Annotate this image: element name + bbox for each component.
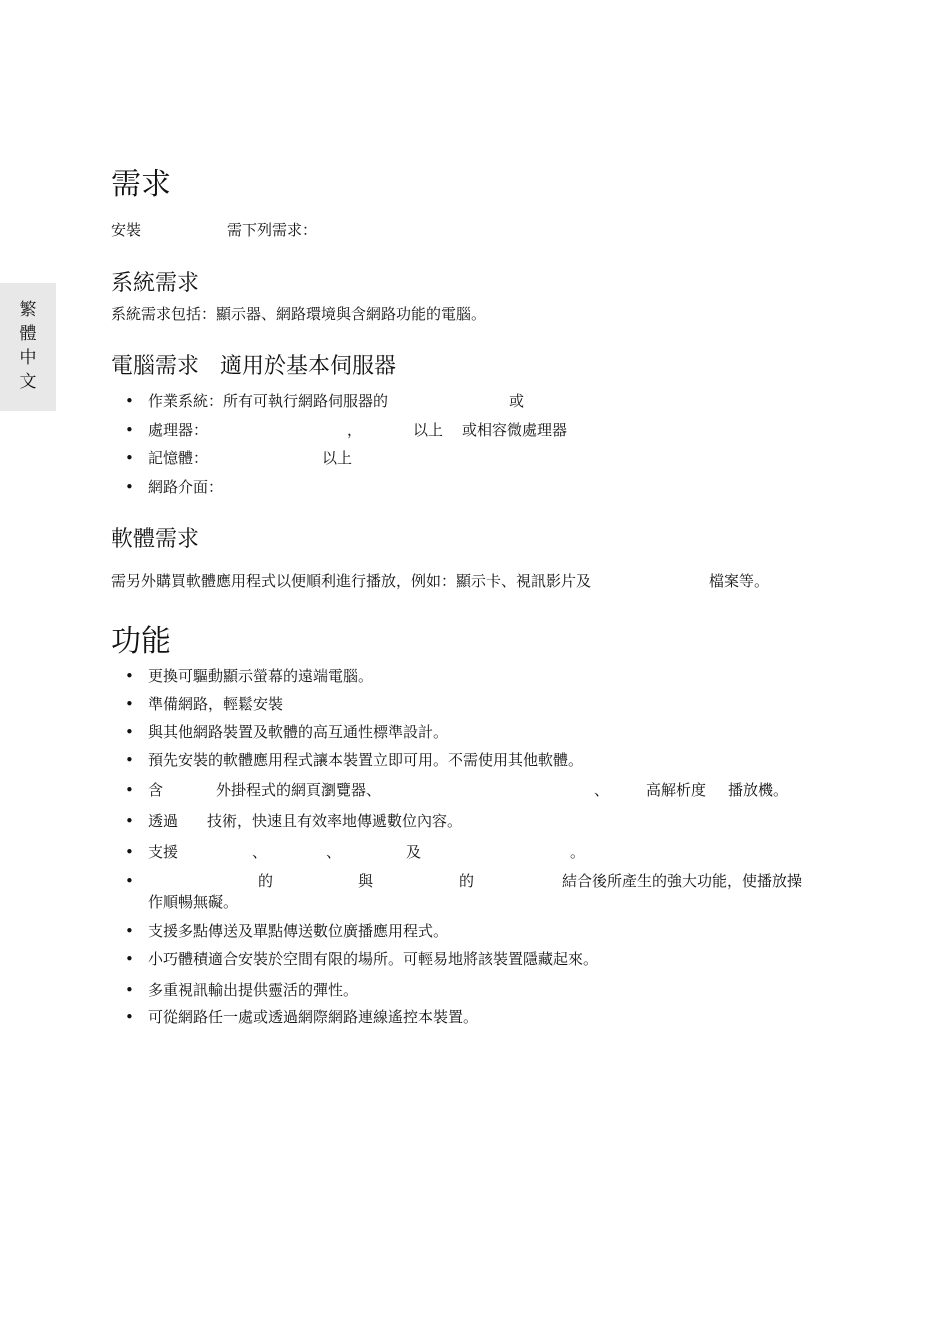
list-item (148, 420, 708, 441)
features-heading: 功能 (111, 624, 171, 659)
computer-requirements-heading (111, 353, 396, 381)
feature-text: 作順暢無礙。 (148, 893, 239, 911)
feature-text: 播放機。 (728, 781, 789, 799)
network-text: 網路介面： (148, 478, 224, 496)
list-item (148, 842, 748, 863)
list-item (148, 448, 708, 469)
os-text: 作業系統：所有可執行網路伺服器的 (148, 392, 389, 410)
feature-text: 、 (594, 781, 610, 799)
language-tab-char: 繁 (19, 300, 37, 320)
system-requirements-text: 系統需求包括：顯示器、網路環境與含網路功能的電腦。 (111, 305, 487, 323)
cpu-text: 處理器： (148, 421, 209, 439)
feature-text: 。 (570, 843, 586, 861)
feature-text: 技術，快速且有效率地傳遞數位內容。 (207, 812, 463, 830)
language-tab-char: 中 (19, 348, 37, 368)
list-item: • 更換可驅動顯示螢幕的遠端電腦。 (148, 666, 373, 687)
feature-text: 、 (252, 843, 268, 861)
list-item: • 預先安裝的軟體應用程式讓本裝置立即可用。不需使用其他軟體。 (148, 750, 583, 771)
software-text: 檔案等。 (709, 572, 770, 590)
list-item: • 支援多點傳送及單點傳送數位廣播應用程式。 (148, 921, 448, 942)
list-item (148, 871, 848, 915)
feature-text: 的 (459, 872, 475, 890)
feature-text: 支援 (148, 843, 179, 861)
feature-text: 外掛程式的網頁瀏覽器、 (216, 781, 382, 799)
list-item (148, 811, 748, 832)
feature-text: 結合後所產生的強大功能，使播放操 (562, 872, 803, 890)
list-item (148, 477, 223, 498)
feature-text: 高解析度 (646, 781, 707, 799)
language-tab-char: 文 (19, 372, 37, 392)
system-requirements-heading: 系統需求 (111, 271, 200, 296)
heading-part: 適用於基本伺服器 (220, 354, 397, 379)
memory-text: 以上 (322, 449, 353, 467)
intro-text: 安裝 (111, 221, 142, 239)
list-item: • 小巧體積適合安裝於空間有限的場所。可輕易地將該裝置隱藏起來。 (148, 949, 598, 970)
list-item: • 準備網路，輕鬆安裝 (148, 694, 283, 715)
feature-text: 透過 (148, 812, 179, 830)
heading-part: 電腦需求 (111, 354, 200, 379)
software-requirements-heading: 軟體需求 (111, 527, 200, 552)
language-tab-char: 體 (19, 324, 37, 344)
list-item: • 多重視訊輸出提供靈活的彈性。 (148, 980, 358, 1001)
feature-text: 含 (148, 781, 164, 799)
software-text: 需另外購買軟體應用程式以便順利進行播放，例如：顯示卡、視訊影片及 (111, 572, 592, 590)
language-tab (0, 283, 56, 411)
cpu-text: ， (347, 421, 363, 439)
list-item (148, 391, 525, 412)
feature-text: 及 (406, 843, 422, 861)
feature-text: • 的 (258, 872, 274, 890)
feature-text: 與 (358, 872, 374, 890)
feature-text: 、 (326, 843, 342, 861)
list-item: • 可從網路任一處或透過網際網路連線遙控本裝置。 (148, 1007, 478, 1028)
cpu-text: 或相容微處理器 (462, 421, 568, 439)
intro-text: 需下列需求： (227, 221, 318, 239)
list-item (148, 780, 828, 801)
os-text: 或 (509, 392, 525, 410)
list-item: • 與其他網路裝置及軟體的高互通性標準設計。 (148, 722, 448, 743)
memory-text: 記憶體： (148, 449, 209, 467)
requirements-heading: 需求 (111, 167, 171, 202)
cpu-text: 以上 (413, 421, 444, 439)
